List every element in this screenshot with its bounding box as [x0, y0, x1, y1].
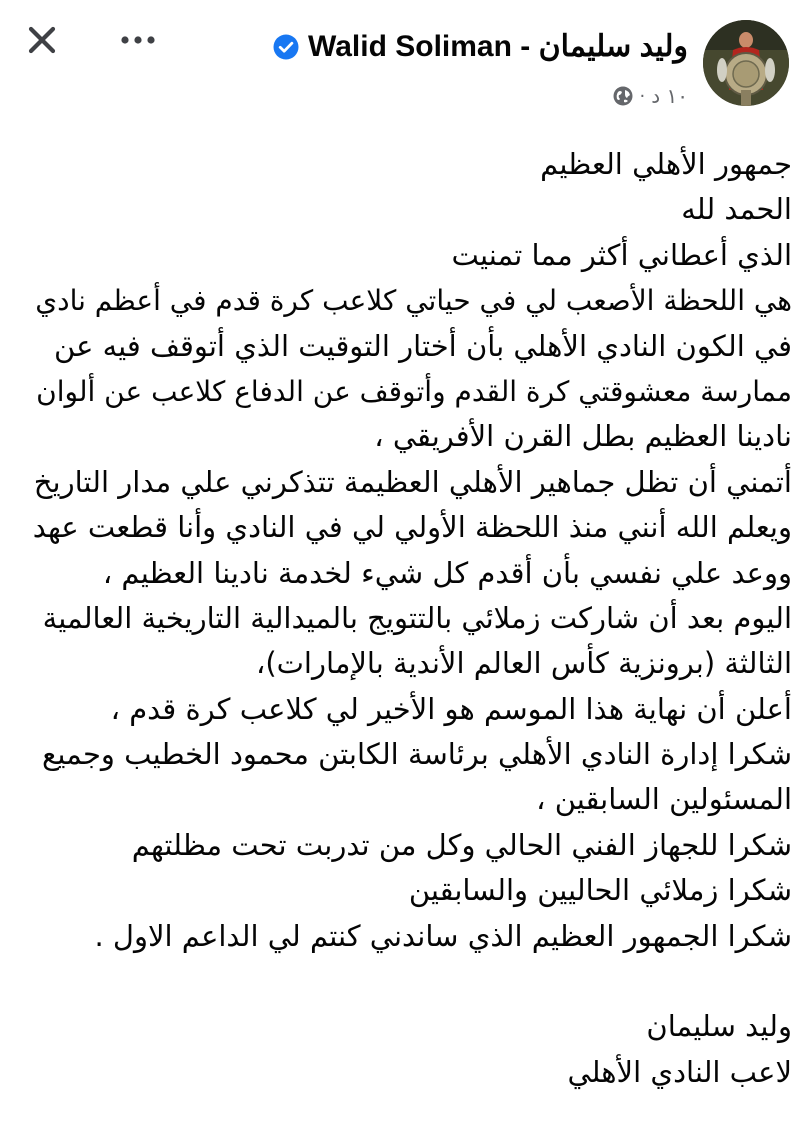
post-line: أعلن أن نهاية هذا الموسم هو الأخير لي كلاعب كرة قدم ، — [110, 691, 792, 726]
post-line: الحمد لله — [681, 192, 792, 227]
post-timestamp[interactable]: ١٠ د — [651, 84, 688, 108]
author-name[interactable]: وليد سليمان - Walid Soliman — [308, 30, 688, 63]
post-line: ووعد علي نفسي بأن أقدم كل شيء لخدمة نادينا العظيم ، — [102, 555, 792, 590]
post-text — [26, 142, 792, 1095]
post-header — [0, 0, 810, 120]
author-row — [272, 27, 688, 67]
post-line: اليوم بعد أن شاركت زملائي بالتتويج بالميدالية التاريخية العالمية — [42, 600, 792, 635]
post-line: في الكون النادي الأهلي بأن أختار التوقيت الذي أتوقف فيه عن — [54, 328, 792, 363]
post-line: جمهور الأهلي العظيم — [540, 147, 792, 181]
post-line: نادينا العظيم بطل القرن الأفريقي ، — [374, 419, 792, 454]
post-line: الذي أعطاني أكثر مما تمنيت — [451, 237, 792, 272]
post-meta — [612, 80, 688, 112]
meta-separator: · — [639, 85, 646, 107]
signature-name: وليد سليمان — [646, 1009, 792, 1044]
more-icon — [118, 34, 158, 46]
post-line: ويعلم الله أنني منذ اللحظة الأولي لي في النادي وأنا قطعت عهد — [32, 510, 792, 545]
post-line: شكرا للجهاز الفني الحالي وكل من تدربت تحت مظلتهم — [131, 827, 792, 862]
post-line: شكرا إدارة النادي الأهلي برئاسة الكابتن محمود الخطيب وجميع — [42, 737, 792, 772]
post-line: شكرا الجمهور العظيم الذي ساندني كنتم لي الداعم الاول . — [94, 918, 792, 953]
post-line: أتمني أن تظل جماهير الأهلي العظيمة تتذكرني علي مدار التاريخ — [33, 464, 792, 499]
post-line: شكرا زملائي الحاليين والسابقين — [408, 873, 792, 908]
post-line: المسئولين السابقين ، — [536, 782, 792, 817]
close-icon — [27, 25, 57, 55]
post-line: هي اللحظة الأصعب لي في حياتي كلاعب كرة قدم في أعظم نادي — [35, 284, 792, 318]
author-avatar[interactable] — [703, 20, 789, 106]
globe-icon — [612, 85, 634, 107]
verified-badge-icon — [272, 33, 300, 61]
paragraph-gap — [26, 959, 792, 1004]
post-line: الثالثة (برونزية كأس العالم الأندية بالإمارات)، — [255, 646, 792, 681]
more-options-button[interactable] — [112, 24, 164, 56]
close-button[interactable] — [20, 18, 64, 62]
signature-title: لاعب النادي الأهلي — [567, 1054, 792, 1089]
post-line: ممارسة معشوقتي كرة القدم وأتوقف عن الدفاع كلاعب عن ألوان — [36, 374, 792, 408]
